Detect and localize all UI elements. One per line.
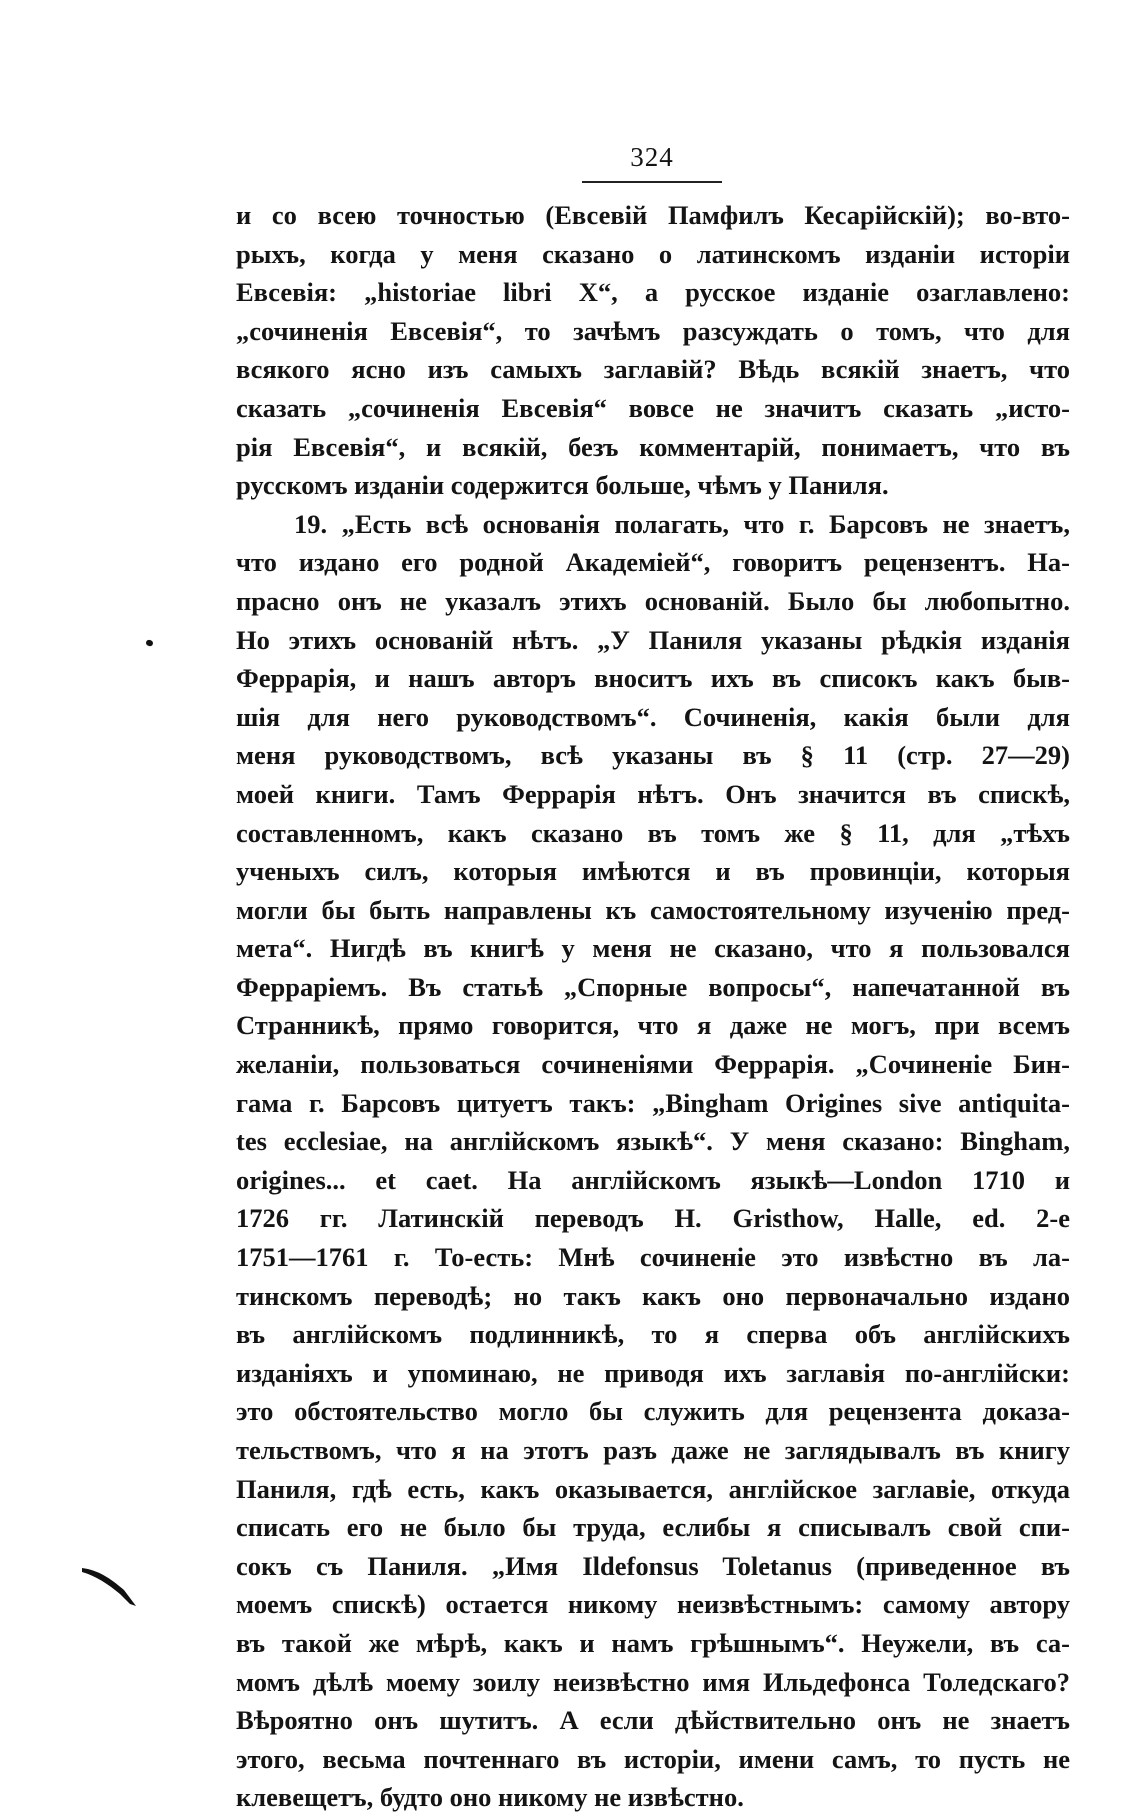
text-line: гама г. Барсовъ цитуетъ такъ: „Bingham Origines sive antiquita- xyxy=(236,1087,1070,1118)
text-line: русскомъ изданіи содержится больше, чѣмъ у Паниля. xyxy=(236,470,889,501)
text-line: Странникѣ, прямо говорится, что я даже не могъ, при всемъ xyxy=(236,1010,1070,1041)
text-line: мета“. Нигдѣ въ книгѣ у меня не сказано, что я пользовался xyxy=(236,933,1070,964)
text-line: тинскомъ переводѣ; но такъ какъ оно первоначально издано xyxy=(236,1280,1070,1311)
text-line: моей книги. Тамъ Феррарія нѣтъ. Онъ значится въ спискѣ, xyxy=(236,778,1070,809)
text-line: Вѣроятно онъ шутитъ. А если дѣйствительно онъ не знаетъ xyxy=(236,1705,1070,1736)
text-line: момъ дѣлѣ моему зоилу неизвѣстно имя Ильдефонса Толедскаго? xyxy=(236,1666,1070,1697)
text-line: изданіяхъ и упоминаю, не приводя ихъ заглавія по-англійски: xyxy=(236,1357,1070,1388)
text-line: „сочиненія Евсевія“, то зачѣмъ разсуждать о томъ, что для xyxy=(236,315,1070,346)
text-line: Евсевія: „historiae libri X“, а русское изданіе озаглавлено: xyxy=(236,277,1070,308)
text-line: Но этихъ основаній нѣтъ. „У Паниля указаны рѣдкія изданія xyxy=(236,624,1070,655)
text-line: Феррарiемъ. Въ статьѣ „Спорные вопросы“, напечатанной въ xyxy=(236,971,1070,1002)
text-line: составленномъ, какъ сказано въ томъ же § 11, для „тѣхъ xyxy=(236,817,1070,848)
margin-mark-dot xyxy=(145,639,154,647)
text-line: прасно онъ не указалъ этихъ основаній. Было бы любопытно. xyxy=(236,585,1070,616)
text-line: Феррарія, и нашъ авторъ вноситъ ихъ въ списокъ какъ быв- xyxy=(236,663,1070,694)
text-line: моемъ спискѣ) остается никому неизвѣстнымъ: самому автору xyxy=(236,1589,1070,1620)
text-line: Паниля, гдѣ есть, какъ оказывается, англійское заглавіе, откуда xyxy=(236,1473,1070,1504)
text-line: всякого ясно изъ самыхъ заглавій? Вѣдь всякій знаетъ, что xyxy=(236,354,1070,385)
text-line: въ такой же мѣрѣ, какъ и намъ грѣшнымъ“. Неужели, въ са- xyxy=(236,1627,1070,1658)
text-line: сказать „сочиненія Евсевія“ вовсе не значитъ сказать „исто- xyxy=(236,392,1070,423)
text-line: 19. „Есть всѣ основанія полагать, что г. Барсовъ не знаетъ, xyxy=(294,508,1070,539)
text-line: этого, весьма почтеннаго въ исторіи, имени самъ, то пусть не xyxy=(236,1743,1070,1774)
text-line: меня руководствомъ, всѣ указаны въ § 11 (стр. 27—29) xyxy=(236,740,1070,771)
text-line: списать его не было бы труда, еслибы я списывалъ свой спи- xyxy=(236,1512,1070,1543)
text-line: желаніи, пользоваться сочиненіями Феррарія. „Сочиненіе Бин- xyxy=(236,1049,1070,1080)
text-line: 1726 гг. Латинскій переводъ H. Gristhow, Halle, ed. 2-е xyxy=(236,1203,1070,1234)
text-line: ученыхъ силъ, которыя имѣются и въ провинціи, которыя xyxy=(236,856,1070,887)
page-number-rule xyxy=(582,181,722,183)
text-line: 1751—1761 г. То-есть: Мнѣ сочиненіе это извѣстно въ ла- xyxy=(236,1242,1070,1273)
text-line: шія для него руководствомъ“. Сочиненія, какія были для xyxy=(236,701,1070,732)
text-line: могли бы быть направлены къ самостоятельному изученію пред- xyxy=(236,894,1070,925)
text-line: рыхъ, когда у меня сказано о латинскомъ изданіи исторіи xyxy=(236,238,1070,269)
margin-mark-stroke xyxy=(80,1560,140,1610)
text-line: тельствомъ, что я на этотъ разъ даже не заглядывалъ въ книгу xyxy=(236,1435,1070,1465)
text-line: что издано его родной Академіей“, говоритъ рецензентъ. На- xyxy=(236,547,1070,578)
text-line: клевещетъ, будто оно никому не извѣстно. xyxy=(236,1782,744,1813)
body-text xyxy=(236,196,1070,1817)
text-line: въ англійскомъ подлинникѣ, то я сперва объ англійскихъ xyxy=(236,1319,1070,1350)
text-line: это обстоятельство могло бы служить для рецензента доказа- xyxy=(236,1396,1070,1427)
text-line: сокъ съ Паниля. „Имя Ildefonsus Toletanus (приведенное въ xyxy=(236,1550,1070,1581)
text-line: origines... et caet. На англійскомъ языкѣ—London 1710 и xyxy=(236,1164,1070,1195)
text-line: tes ecclesiae, на англійскомъ языкѣ“. У меня сказано: Bingham, xyxy=(236,1126,1070,1157)
text-line: и со всею точностью (Евсевій Памфилъ Кесарійскій); во-вто- xyxy=(236,200,1070,230)
page-number: 324 xyxy=(630,142,674,172)
text-line: рія Евсевія“, и всякій, безъ комментарій, понимаетъ, что въ xyxy=(236,431,1070,462)
